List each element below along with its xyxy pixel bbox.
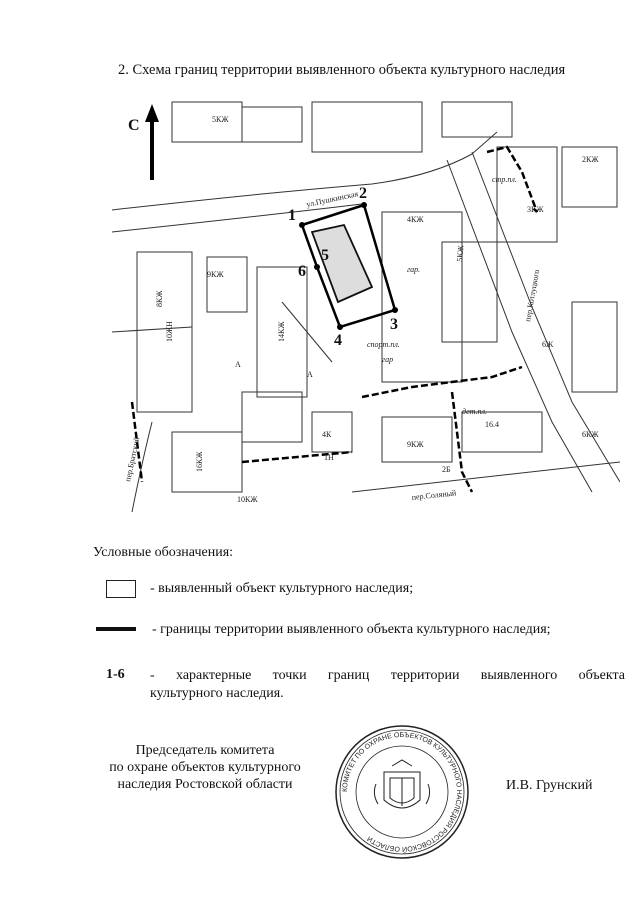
svg-text:КОМИТЕТ ПО ОХРАНЕ ОБЪЕКТОВ КУЛ: КОМИТЕТ ПО ОХРАНЕ ОБЪЕКТОВ КУЛЬТУРНОГО НАСЛЕДИЯ РОСТОВСКОЙ ОБЛАСТИ (341, 731, 463, 853)
point-6: 6 (298, 263, 306, 280)
legend-object-text: - выявленный объект культурного наследия; (150, 581, 414, 596)
svg-text:пер.Котлуцкого: пер.Котлуцкого (523, 268, 542, 323)
page-title: 2. Схема границ территории выявленного объекта культурного наследия (118, 62, 566, 78)
svg-text:стр.пл.: стр.пл. (492, 175, 517, 184)
legend-points-number: 1-6 (106, 667, 125, 682)
street-kotlutskogo (447, 160, 592, 492)
svg-text:3КЖ: 3КЖ (527, 205, 544, 214)
svg-text:9КЖ: 9КЖ (407, 440, 424, 449)
official-seal (332, 722, 472, 862)
street-solyany (352, 462, 620, 492)
svg-text:16.4: 16.4 (485, 420, 499, 429)
svg-text:спорт.пл.: спорт.пл. (367, 340, 400, 349)
point-5: 5 (321, 247, 329, 264)
svg-text:гар.: гар. (407, 265, 421, 274)
legend-boundary-symbol (96, 627, 136, 631)
svg-text:10ЖН: 10ЖН (165, 321, 174, 342)
signature-position: Председатель комитета по охране объектов культурного наследия Ростовской области (109, 743, 301, 792)
svg-text:14КЖ: 14КЖ (277, 321, 286, 342)
street-pushkinskaya (112, 132, 497, 210)
svg-text:пер.Соляный: пер.Соляный (411, 488, 457, 502)
svg-text:6КЖ: 6КЖ (582, 430, 599, 439)
svg-text:5КЖ: 5КЖ (212, 115, 229, 124)
svg-text:2Б: 2Б (442, 465, 451, 474)
point-1: 1 (288, 207, 296, 224)
svg-text:А: А (235, 360, 241, 369)
coat-of-arms-icon (374, 760, 429, 808)
legend-points-text: - характерные точки границ территории выявленного объекта культурного наследия. (150, 668, 625, 701)
street-label: ул.Пушкинская (305, 189, 359, 209)
svg-text:А: А (307, 370, 313, 379)
boundary-map (112, 92, 620, 512)
point-3: 3 (390, 316, 398, 333)
legend-title: Условные обозначения: (93, 545, 234, 560)
svg-text:гар: гар (382, 355, 394, 364)
north-label: С (128, 117, 140, 134)
svg-text:4К: 4К (322, 430, 332, 439)
svg-text:8КЖ: 8КЖ (155, 290, 164, 307)
svg-text:10КЖ: 10КЖ (237, 495, 258, 504)
svg-text:6Ж: 6Ж (542, 340, 554, 349)
point-2: 2 (359, 185, 367, 202)
legend-object-symbol (106, 580, 136, 598)
signatory-name: И.В. Грунский (506, 778, 593, 793)
legend-boundary-text: - границы территории выявленного объекта культурного наследия; (152, 622, 551, 637)
point-4: 4 (334, 332, 342, 349)
svg-text:2КЖ: 2КЖ (582, 155, 599, 164)
svg-text:4КЖ: 4КЖ (407, 215, 424, 224)
svg-text:пер.Братский: пер.Братский (123, 436, 142, 483)
svg-text:5КЖ: 5КЖ (455, 244, 466, 263)
svg-text:1Н: 1Н (324, 453, 334, 462)
svg-text:дет.пл.: дет.пл. (462, 407, 487, 416)
svg-text:9КЖ: 9КЖ (207, 270, 224, 279)
building (172, 102, 242, 142)
north-arrow-icon (145, 104, 159, 122)
svg-text:16КЖ: 16КЖ (195, 451, 204, 472)
